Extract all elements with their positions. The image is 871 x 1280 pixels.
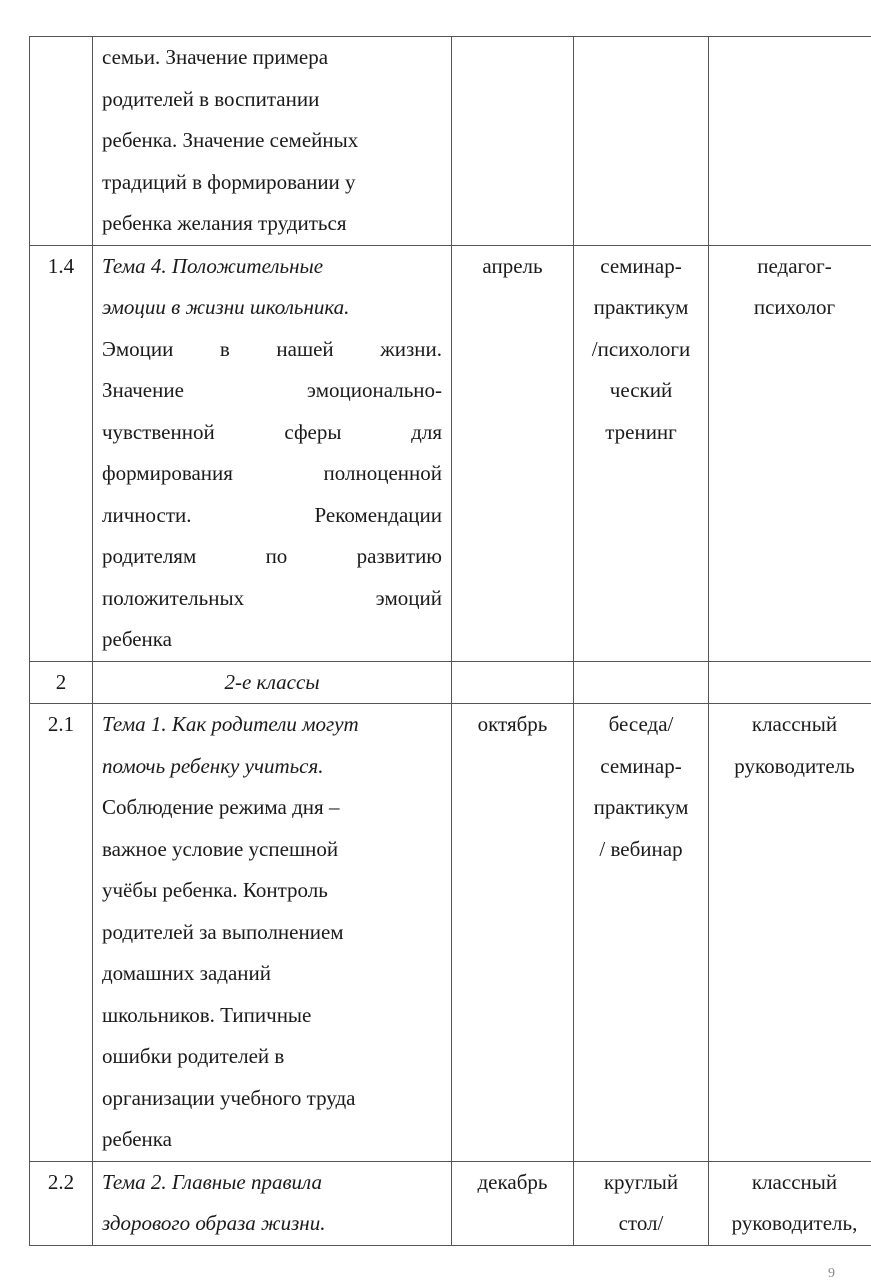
topic-line: семьи. Значение примера [102, 45, 329, 69]
month-value: апрель [482, 253, 543, 278]
form-line: ческий [609, 378, 673, 402]
form-line: круглый [603, 1169, 679, 1194]
topic-cell [93, 37, 452, 246]
topic-line: ребенка [102, 627, 172, 651]
responsible-line: руководитель [734, 753, 855, 778]
topic-line: учёбы ребенка. Контроль [102, 878, 328, 902]
responsible-cell [709, 1161, 871, 1245]
form-line: тренинг [605, 419, 677, 444]
month-cell [452, 704, 574, 1162]
topic-line: домашних заданий [102, 961, 271, 985]
table-row [30, 245, 871, 661]
section-title: 2-е классы [224, 669, 320, 694]
topic-line: Эмоции в нашей жизни. [102, 336, 442, 361]
topic-title-line: эмоции в жизни школьника. [102, 295, 350, 319]
topic-title-line: Тема 4. Положительные [102, 253, 324, 278]
topic-line: традиций в формировании у [102, 169, 356, 194]
form-cell [574, 1161, 709, 1245]
topic-title-line: Тема 2. Главные правила [102, 1169, 322, 1194]
topic-line: положительных эмоций [102, 585, 442, 610]
row-number: 2.2 [47, 1169, 75, 1194]
topic-line: родителей в воспитании [102, 86, 320, 111]
month-cell [452, 661, 574, 704]
row-number-cell [30, 704, 93, 1162]
responsible-line: классный [751, 712, 838, 736]
table-row [30, 37, 871, 246]
row-number: 2 [55, 669, 67, 694]
topic-line: ребенка [102, 1127, 172, 1151]
topic-line: личности. Рекомендации [102, 502, 442, 527]
topic-line: организации учебного труда [102, 1085, 356, 1110]
section-row [30, 661, 871, 704]
month-value: октябрь [477, 712, 548, 736]
row-number-cell [30, 245, 93, 661]
responsible-cell [709, 37, 871, 246]
topic-line: школьников. Типичные [102, 1002, 312, 1027]
form-line: /психологи [591, 336, 691, 361]
topic-line: ребенка. Значение семейных [102, 128, 359, 152]
form-cell [574, 37, 709, 246]
topic-line: важное условие успешной [102, 836, 339, 861]
responsible-line: педагог- [757, 253, 832, 278]
form-line: семинар- [600, 753, 682, 778]
page-number: 9 [828, 1268, 835, 1280]
topic-line: формирования полноценной [102, 461, 442, 485]
month-cell [452, 245, 574, 661]
topic-cell [93, 1161, 452, 1245]
topic-line: родителей за выполнением [102, 919, 344, 944]
events-table [29, 36, 871, 1246]
topic-cell [93, 704, 452, 1162]
topic-line: родителям по развитию [102, 544, 442, 568]
topic-line: чувственной сферы для [102, 419, 442, 444]
row-number: 2.1 [47, 712, 75, 736]
topic-cell [93, 245, 452, 661]
table-row [30, 1161, 871, 1245]
responsible-cell [709, 245, 871, 661]
row-number-cell [30, 1161, 93, 1245]
month-value: декабрь [477, 1169, 548, 1194]
responsible-cell [709, 661, 871, 704]
topic-line: Значение эмоционально- [102, 378, 442, 402]
topic-title-line: помочь ребенку учиться. [102, 753, 324, 778]
topic-line: ребенка желания трудиться [102, 211, 347, 235]
form-line: семинар- [600, 253, 682, 278]
topic-line: ошибки родителей в [102, 1044, 285, 1068]
topic-title-line: здорового образа жизни. [102, 1211, 326, 1235]
form-cell [574, 245, 709, 661]
form-line: беседа/ [608, 712, 674, 736]
row-number-cell [30, 37, 93, 246]
form-line: практикум [593, 795, 689, 819]
row-number: 1.4 [47, 253, 75, 278]
form-line: стол/ [618, 1211, 664, 1235]
topic-title-line: Тема 1. Как родители могут [102, 712, 359, 736]
responsible-line: руководитель, [731, 1211, 858, 1235]
form-cell [574, 661, 709, 704]
form-cell [574, 704, 709, 1162]
section-title-cell [93, 661, 452, 704]
responsible-line: психолог [753, 295, 836, 319]
responsible-cell [709, 704, 871, 1162]
month-cell [452, 1161, 574, 1245]
responsible-line: классный [751, 1169, 838, 1194]
form-line: практикум [593, 295, 689, 319]
month-cell [452, 37, 574, 246]
table-row [30, 704, 871, 1162]
topic-line: Соблюдение режима дня – [102, 795, 340, 819]
form-line: / вебинар [599, 836, 683, 861]
row-number-cell [30, 661, 93, 704]
